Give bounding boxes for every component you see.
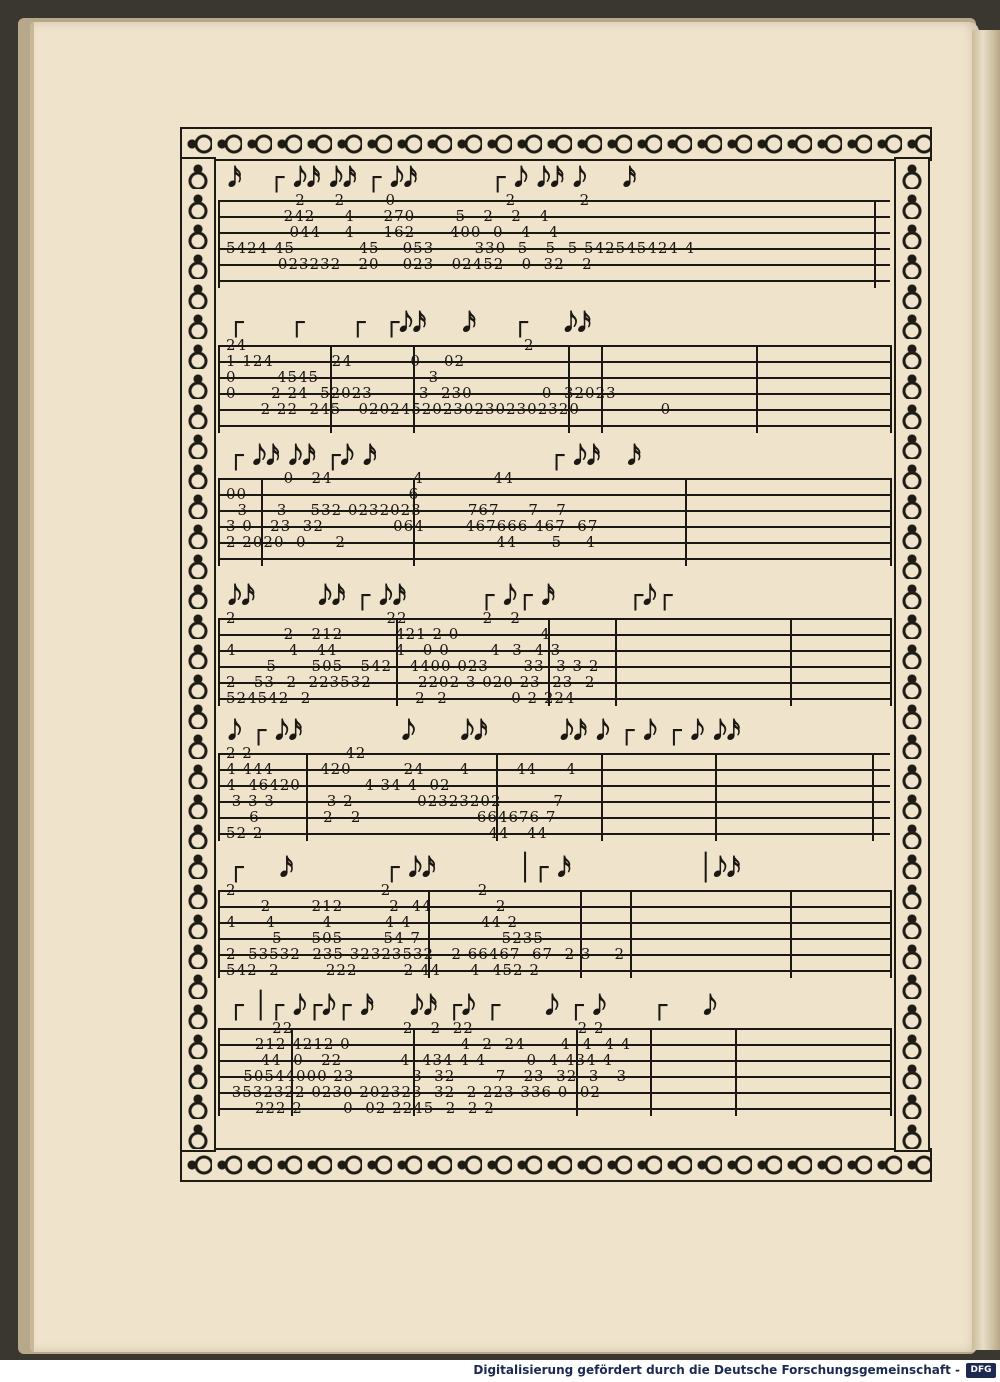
tab-ciphers: 5 505 542 4400 023 33 3 3 2 xyxy=(226,657,600,675)
tab-ciphers: 00 6 xyxy=(226,485,420,503)
tab-ciphers: 24 2 xyxy=(226,336,535,354)
tab-staff xyxy=(218,191,890,288)
tab-ciphers: 212 4212 0 4 2 24 4 4 4 4 xyxy=(226,1035,632,1053)
bar-line xyxy=(615,618,617,706)
tab-ciphers: 242 4 270 5 2 2 4 xyxy=(226,207,550,225)
staff-line xyxy=(218,280,890,282)
tab-ciphers: 1 124 24 0 02 xyxy=(226,352,466,370)
tab-ciphers: 2 212 421 2 0 4 xyxy=(226,625,551,643)
tab-staff xyxy=(218,1019,890,1117)
bar-line xyxy=(218,200,220,288)
tab-ciphers: 4 46420 4 34 4 02 xyxy=(226,776,451,794)
tab-ciphers: 2 2 0 2 2 xyxy=(226,191,591,209)
bar-line xyxy=(630,890,632,978)
bar-line xyxy=(735,1028,737,1116)
tab-ciphers: 50544000 23 3 32 7 23 32 3 3 xyxy=(226,1067,628,1085)
bar-line xyxy=(601,753,603,841)
tab-ciphers: 0 24 4 44 xyxy=(226,469,515,487)
tab-ciphers: 4 4 44 4 0 0 4 3 4 3 xyxy=(226,641,562,659)
bar-line xyxy=(685,478,687,566)
tab-ciphers: 542 2 222 2 44 4 452 2 xyxy=(226,961,540,979)
bar-line xyxy=(790,890,792,978)
staff-line xyxy=(218,425,890,427)
dfg-logo: DFG xyxy=(966,1363,996,1378)
bar-line xyxy=(218,618,220,706)
tab-ciphers: 0 4545 3 xyxy=(226,368,440,386)
tab-ciphers: 2 2 2 xyxy=(226,881,489,899)
rhythm-flags: ┌ ┌ ┌ ┌𝅘𝅥𝅮𝅘𝅥𝅯 𝅘𝅥𝅯 ┌ 𝅘𝅥𝅮𝅘𝅥𝅯 xyxy=(228,308,592,338)
tab-ciphers: 023232 20 023 02452 0 32 2 xyxy=(226,255,593,273)
tab-ciphers: 2 22 245 020245202302302302320 0 xyxy=(226,400,672,418)
tab-ciphers: 3532322 0230 202323 32 2 223 336 0 02 xyxy=(226,1083,601,1101)
bar-line xyxy=(890,890,892,978)
bar-line xyxy=(890,478,892,566)
tablature-system xyxy=(218,578,890,728)
tab-ciphers: 3 3 532 0232023 767 7 7 xyxy=(226,501,567,519)
tab-ciphers: 3 0 23 32 064 467666 467 67 xyxy=(226,517,599,535)
tab-ciphers: 524542 2 2 2 0 2 224 xyxy=(226,689,576,707)
tab-ciphers: 0 2 24 52023 3 230 0 32023 xyxy=(226,384,617,402)
tablature-system xyxy=(218,160,890,310)
bar-line xyxy=(218,890,220,978)
rhythm-flags: ┌ 𝅘𝅥𝅮𝅘𝅥𝅯 𝅘𝅥𝅮𝅘𝅥𝅯 ┌𝅘𝅥𝅮 𝅘𝅥𝅯 ┌ 𝅘𝅥𝅮𝅘𝅥𝅯 𝅘𝅥𝅯 xyxy=(228,441,642,471)
tab-staff xyxy=(218,881,890,979)
tab-ciphers: 52 2 44 44 xyxy=(226,824,548,842)
tab-ciphers: 2 2020 0 2 44 5 4 xyxy=(226,533,596,551)
tablature-system xyxy=(218,988,890,1138)
rhythm-flags: 𝅘𝅥𝅮 ┌ 𝅘𝅥𝅮𝅘𝅥𝅯 𝅘𝅥𝅮 𝅘𝅥𝅮𝅘𝅥𝅯 𝅘𝅥𝅮𝅘𝅥𝅯 𝅘𝅥𝅮 ┌ 𝅘𝅥𝅮 ┌ 𝅘𝅥𝅮 𝅘𝅥𝅮𝅘𝅥𝅯 xyxy=(228,716,741,746)
bar-line xyxy=(874,200,876,288)
tab-ciphers: 5424 45 45 053 330 5 5 5 542545424 4 xyxy=(226,239,696,257)
bar-line xyxy=(580,890,582,978)
tab-ciphers: 2 53 2 223532 2202 3 020 23 23 2 xyxy=(226,673,596,691)
book-spine xyxy=(972,30,1000,1350)
ornamental-border-bottom xyxy=(180,1148,932,1182)
tab-ciphers: 2 53532 235 32323532 2 66467 67 2 3 2 xyxy=(226,945,626,963)
bar-line xyxy=(218,345,220,433)
bar-line xyxy=(218,478,220,566)
tablature-system xyxy=(218,305,890,455)
tab-ciphers: 222 2 0 02 2245 2 2 2 xyxy=(226,1099,495,1117)
footer-credit: Digitalisierung gefördert durch die Deutsche Forschungsgemeinschaft - xyxy=(473,1363,960,1377)
digitization-footer xyxy=(0,1360,1000,1382)
tablature-system xyxy=(218,438,890,588)
bar-line xyxy=(890,618,892,706)
bar-line xyxy=(715,753,717,841)
tab-ciphers: 4 444 420 24 4 44 4 xyxy=(226,760,577,778)
bar-line xyxy=(790,618,792,706)
tab-staff xyxy=(218,744,890,842)
tab-ciphers: 4 4 4 4 4 44 2 xyxy=(226,913,518,931)
ornamental-border-top xyxy=(180,127,932,161)
bar-line xyxy=(890,1028,892,1116)
tab-ciphers: 2 22 2 2 xyxy=(226,609,521,627)
tab-ciphers: 2 212 2 44 2 xyxy=(226,897,507,915)
tab-ciphers: 44 0 22 4 434 4 4 0 4 434 4 xyxy=(226,1051,613,1069)
bar-line xyxy=(756,345,758,433)
tab-staff xyxy=(218,469,890,566)
tab-ciphers: 22 2 2 22 2 2 xyxy=(226,1019,605,1037)
ornamental-border-left xyxy=(180,157,216,1152)
ornamental-border-right xyxy=(894,157,930,1152)
staff-line xyxy=(218,558,890,560)
bar-line xyxy=(218,1028,220,1116)
tab-ciphers: 3 3 3 3 2 02323202 7 xyxy=(226,792,564,810)
tab-ciphers: 044 4 162 400 0 4 4 xyxy=(226,223,560,241)
bar-line xyxy=(872,753,874,841)
rhythm-flags: ┌ │┌ 𝅘𝅥𝅮┌𝅘𝅥𝅮┌ 𝅘𝅥𝅯 𝅘𝅥𝅮𝅘𝅥𝅯 ┌𝅘𝅥𝅮 ┌ 𝅘𝅥𝅮 ┌ 𝅘𝅥𝅮 ┌ 𝅘𝅥𝅮 xyxy=(228,991,717,1021)
tab-ciphers: 2 2 42 xyxy=(226,744,367,762)
rhythm-flags: 𝅘𝅥𝅮𝅘𝅥𝅯 𝅘𝅥𝅮𝅘𝅥𝅯 ┌ 𝅘𝅥𝅮𝅘𝅥𝅯 ┌ 𝅘𝅥𝅮┌ 𝅘𝅥𝅯 ┌𝅘𝅥𝅮┌ xyxy=(228,581,673,611)
bar-line xyxy=(218,753,220,841)
tab-ciphers: 6 2 2 664676 7 xyxy=(226,808,557,826)
bar-line xyxy=(650,1028,652,1116)
rhythm-flags: ┌ 𝅘𝅥𝅯 ┌ 𝅘𝅥𝅮𝅘𝅥𝅯 │┌ 𝅘𝅥𝅯 │𝅘𝅥𝅮𝅘𝅥𝅯 xyxy=(228,853,741,883)
tab-staff xyxy=(218,609,890,707)
tablature-system xyxy=(218,850,890,1000)
tab-ciphers: 5 505 54 7 5235 xyxy=(226,929,544,947)
bar-line xyxy=(890,345,892,433)
tablature-system xyxy=(218,713,890,863)
tab-staff xyxy=(218,336,890,433)
rhythm-flags: 𝅘𝅥𝅯 ┌ 𝅘𝅥𝅮𝅘𝅥𝅯 𝅘𝅥𝅮𝅘𝅥𝅯 ┌ 𝅘𝅥𝅮𝅘𝅥𝅯 ┌ 𝅘𝅥𝅮 𝅘𝅥𝅮𝅘𝅥𝅯 𝅘𝅥𝅮 𝅘𝅥𝅯 xyxy=(228,163,637,193)
